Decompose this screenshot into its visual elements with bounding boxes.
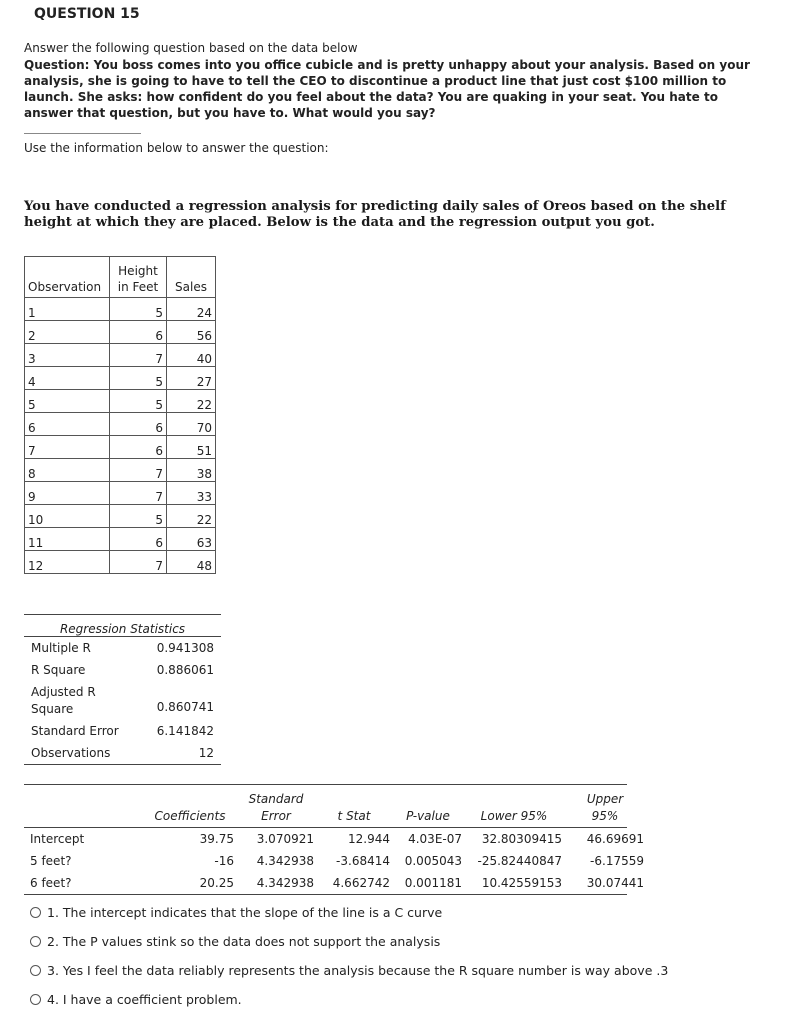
answer-option-label: 3. Yes I feel the data reliably represents the analysis because the R square number is way above .3	[47, 963, 669, 978]
observation-cell: 5	[25, 390, 110, 413]
table-row	[25, 459, 216, 482]
standard-error-row	[24, 720, 221, 742]
regression-statistics	[24, 614, 221, 765]
answer-option-label: 2. The P values stink so the data does not support the analysis	[47, 934, 441, 949]
question-title: QUESTION 15	[34, 6, 140, 22]
use-info-text: Use the information below to answer the question:	[24, 141, 329, 155]
table-row	[25, 551, 216, 574]
table-row	[25, 344, 216, 367]
sales-cell: 40	[167, 344, 216, 367]
lower-95-value: 10.42559153	[481, 876, 562, 890]
row-label: Intercept	[30, 832, 85, 846]
observation-cell: 4	[25, 367, 110, 390]
height-cell: 5	[110, 367, 167, 390]
answer-option-3[interactable]	[30, 956, 668, 985]
table-row	[25, 528, 216, 551]
sales-cell: 48	[167, 551, 216, 574]
radio-button[interactable]	[30, 965, 41, 976]
answer-option-1[interactable]	[30, 898, 668, 927]
multiple-r-row	[24, 637, 221, 659]
sales-cell: 70	[167, 413, 216, 436]
height-header-line1: Height	[118, 264, 158, 278]
upper-95-value: 30.07441	[586, 876, 644, 890]
observation-cell: 10	[25, 505, 110, 528]
height-cell: 6	[110, 413, 167, 436]
r-square-value: 0.886061	[156, 663, 214, 677]
answer-option-label: 4. I have a coefficient problem.	[47, 992, 242, 1007]
answer-option-label: 1. The intercept indicates that the slope of the line is a C curve	[47, 905, 443, 920]
t-stat-value: 12.944	[348, 832, 390, 846]
observation-data-table	[24, 256, 216, 574]
table-header-row	[25, 257, 216, 298]
table-row	[25, 321, 216, 344]
observation-cell: 3	[25, 344, 110, 367]
upper-95-value: -6.17559	[590, 854, 644, 868]
standard-error-value: 3.070921	[256, 832, 314, 846]
observation-cell: 11	[25, 528, 110, 551]
table-row	[25, 298, 216, 321]
radio-button[interactable]	[30, 936, 41, 947]
height-header	[110, 257, 167, 298]
p-value-header: P-value	[406, 809, 450, 823]
height-cell: 7	[110, 482, 167, 505]
height-cell: 7	[110, 459, 167, 482]
table-row	[25, 390, 216, 413]
height-cell: 7	[110, 551, 167, 574]
upper-95-value: 46.69691	[586, 832, 644, 846]
r-square-row	[24, 659, 221, 681]
coefficient-value: 39.75	[199, 832, 234, 846]
scenario-text: You have conducted a regression analysis for predicting daily sales of Oreos based on the shelf height at which they are placed. Below is the data and the regression output you got.	[24, 199, 726, 230]
p-value: 4.03E-07	[408, 832, 462, 846]
observation-cell: 6	[25, 413, 110, 436]
standard-error-label: Standard Error	[31, 724, 119, 738]
table-row	[25, 436, 216, 459]
question-text: Question: You boss comes into you office cubicle and is pretty unhappy about your analysis. Based on your analysis, she is going to have to tell the CEO to discontinue a product line that just cost $100 million to launch. She asks: how confident do you feel about the data? You are quaking in your seat. You hate to answer that question, but you have to. What would you say?	[24, 58, 750, 120]
coefficients-header: Coefficients	[154, 809, 226, 823]
sales-cell: 63	[167, 528, 216, 551]
observations-row	[24, 742, 221, 764]
sales-cell: 33	[167, 482, 216, 505]
sales-cell: 22	[167, 505, 216, 528]
standard-error-header: Standard Error	[248, 792, 304, 823]
row-label: 6 feet?	[30, 876, 72, 890]
t-stat-header: t Stat	[337, 809, 371, 823]
row-label: 5 feet?	[30, 854, 72, 868]
sales-header: Sales	[167, 257, 216, 298]
coefficient-row	[24, 828, 644, 850]
answer-option-2[interactable]	[30, 927, 668, 956]
coefficients-table	[24, 784, 644, 895]
radio-button[interactable]	[30, 994, 41, 1005]
adjusted-r-square-label: Adjusted R Square	[31, 685, 96, 716]
regression-statistics-title: Regression Statistics	[24, 615, 221, 637]
standard-error-value: 4.342938	[256, 854, 314, 868]
radio-button[interactable]	[30, 907, 41, 918]
table-row	[25, 482, 216, 505]
lower-95-value: 32.80309415	[481, 832, 562, 846]
standard-error-value: 4.342938	[256, 876, 314, 890]
height-cell: 5	[110, 390, 167, 413]
coefficient-row	[24, 850, 644, 872]
observation-header: Observation	[25, 257, 110, 298]
coefficient-value: -16	[214, 854, 234, 868]
t-stat-value: -3.68414	[336, 854, 390, 868]
sales-cell: 38	[167, 459, 216, 482]
lower-95-header: Lower 95%	[480, 809, 548, 823]
observation-cell: 9	[25, 482, 110, 505]
r-square-label: R Square	[31, 663, 86, 677]
observation-cell: 7	[25, 436, 110, 459]
adjusted-r-square-value: 0.860741	[156, 700, 214, 714]
upper-95-header: Upper 95%	[586, 792, 624, 823]
height-header-line2: in Feet	[117, 280, 159, 294]
p-value: 0.001181	[404, 876, 462, 890]
observation-cell: 8	[25, 459, 110, 482]
table-row	[25, 367, 216, 390]
intro-text: Answer the following question based on the data below	[24, 41, 358, 55]
height-cell: 6	[110, 321, 167, 344]
sales-cell: 56	[167, 321, 216, 344]
coefficients-header-row	[24, 785, 627, 828]
height-cell: 6	[110, 528, 167, 551]
divider	[24, 133, 141, 134]
height-cell: 6	[110, 436, 167, 459]
answer-options	[30, 898, 668, 1014]
height-cell: 5	[110, 298, 167, 321]
coefficient-row	[24, 872, 644, 894]
table-row	[25, 413, 216, 436]
coefficient-value: 20.25	[199, 876, 234, 890]
table-row	[25, 505, 216, 528]
multiple-r-label: Multiple R	[31, 641, 91, 655]
standard-error-value: 6.141842	[156, 724, 214, 738]
observation-cell: 2	[25, 321, 110, 344]
observations-value: 12	[198, 746, 214, 760]
answer-option-4[interactable]	[30, 985, 668, 1014]
t-stat-value: 4.662742	[332, 876, 390, 890]
sales-cell: 22	[167, 390, 216, 413]
sales-cell: 24	[167, 298, 216, 321]
height-cell: 7	[110, 344, 167, 367]
sales-cell: 27	[167, 367, 216, 390]
observation-cell: 12	[25, 551, 110, 574]
adjusted-r-square-row	[24, 681, 221, 720]
lower-95-value: -25.82440847	[477, 854, 562, 868]
p-value: 0.005043	[404, 854, 462, 868]
sales-cell: 51	[167, 436, 216, 459]
height-cell: 5	[110, 505, 167, 528]
observations-label: Observations	[31, 746, 111, 760]
observation-cell: 1	[25, 298, 110, 321]
multiple-r-value: 0.941308	[156, 641, 214, 655]
